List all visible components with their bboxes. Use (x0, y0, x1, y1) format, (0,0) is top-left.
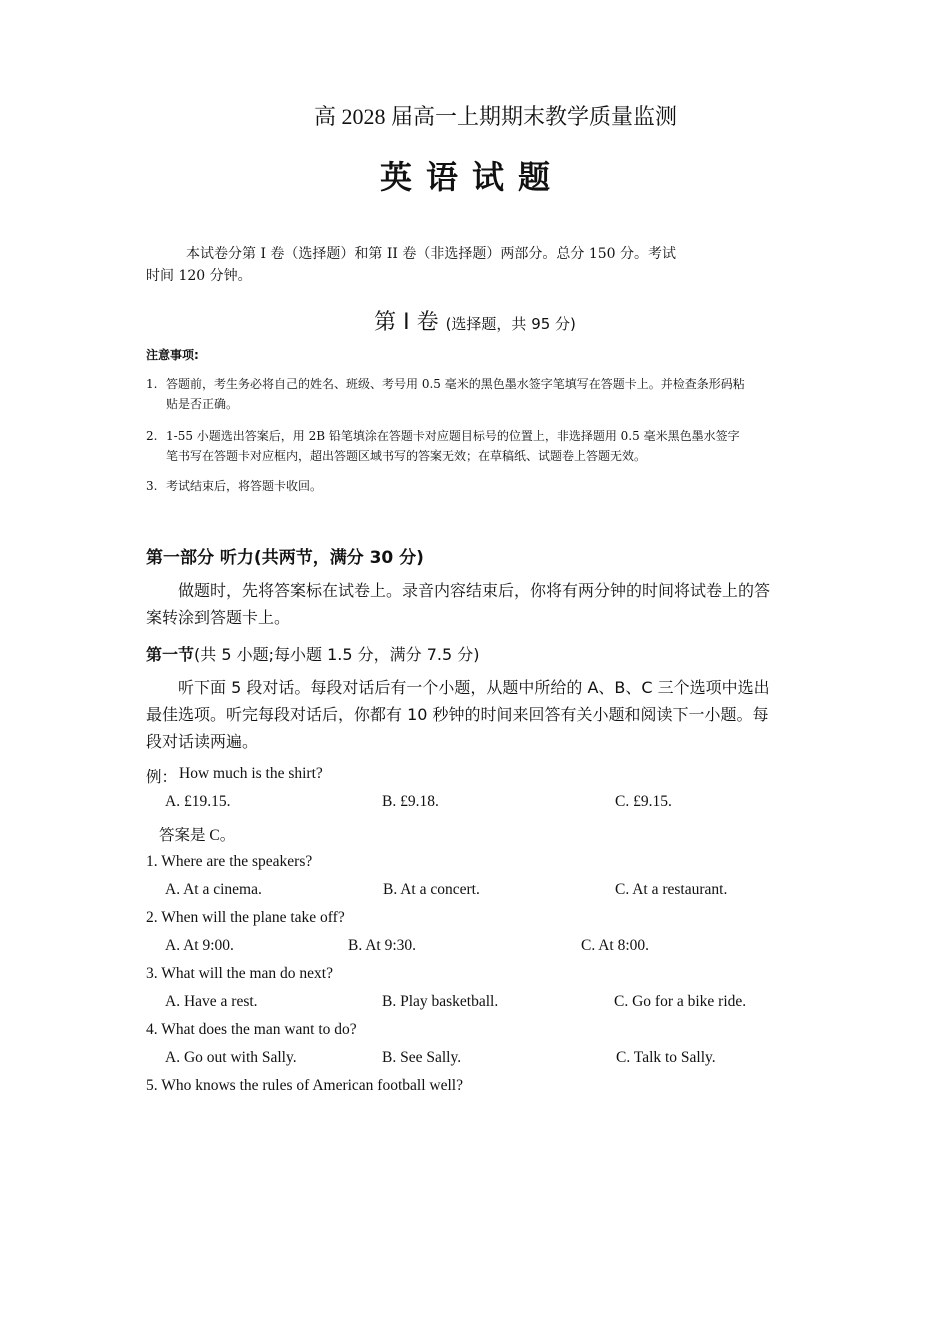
example-question: How much is the shirt? (179, 765, 323, 782)
question-3: 3. What will the man do next? (146, 965, 333, 982)
question-2: 2. When will the plane take off? (146, 909, 345, 926)
q4-option-c: C. Talk to Sally. (616, 1049, 716, 1066)
q1-option-c: C. At a restaurant. (615, 881, 728, 898)
q3-option-a: A. Have a rest. (165, 993, 258, 1010)
note-line: 答题前，考生务必将自己的姓名、班级、考号用 0.5 毫米的黑色墨水签字笔填写在答题卡上。并检查条形码粘 (166, 377, 745, 391)
note-line: 1-55 小题选出答案后，用 2B 铅笔填涂在答题卡对应题目标号的位置上，非选择题用 0.5 毫米黑色墨水签字 (166, 429, 740, 443)
q2-option-c: C. At 8:00. (581, 937, 650, 954)
example-option-b: B. £9.18. (382, 793, 439, 810)
note-number: 2. (146, 429, 158, 443)
intro-line-2: 时间 120 分钟。 (146, 268, 252, 284)
note-number: 3. (146, 479, 158, 493)
part1-heading: 第一部分 听力(共两节，满分 30 分) (146, 548, 424, 568)
volume-main: 第 Ⅰ 卷 (374, 310, 439, 335)
volume-sub: (选择题，共 95 分) (445, 315, 576, 333)
intro-line-1: 本试卷分第 I 卷（选择题）和第 II 卷（非选择题）两部分。总分 150 分。考试 (186, 246, 677, 262)
example-option-a: A. £19.15. (165, 793, 231, 810)
q4-option-a: A. Go out with Sally. (165, 1049, 297, 1066)
section1-line: 听下面 5 段对话。每段对话后有一个小题，从题中所给的 A、B、C 三个选项中选出 (178, 678, 770, 697)
notes-heading: 注意事项: (146, 348, 199, 362)
exam-subtitle: 高 2028 届高一上期期末教学质量监测 (314, 104, 678, 129)
q4-option-b: B. See Sally. (382, 1049, 462, 1066)
q2-option-b: B. At 9:30. (348, 937, 417, 954)
note-number: 1. (146, 377, 158, 391)
question-1: 1. Where are the speakers? (146, 853, 313, 870)
note-item (146, 476, 802, 496)
note-line: 贴是否正确。 (166, 397, 239, 411)
note-item (146, 374, 802, 414)
part1-instruction-line: 案转涂到答题卡上。 (146, 608, 291, 627)
section1-detail: (共 5 小题;每小题 1.5 分，满分 7.5 分) (194, 645, 480, 664)
section1-heading (146, 642, 479, 665)
note-line: 考试结束后，将答题卡收回。 (166, 479, 323, 493)
q3-option-c: C. Go for a bike ride. (614, 993, 747, 1010)
part1-instruction-line: 做题时，先将答案标在试卷上。录音内容结束后，你将有两分钟的时间将试卷上的答 (178, 581, 771, 600)
volume-heading (0, 305, 950, 336)
example-option-c: C. £9.15. (615, 793, 672, 810)
q2-option-a: A. At 9:00. (165, 937, 234, 954)
note-line: 笔书写在答题卡对应框内，超出答题区域书写的答案无效；在草稿纸、试题卷上答题无效。 (166, 449, 647, 463)
note-item (146, 426, 802, 466)
example-answer: 答案是 C。 (159, 827, 236, 844)
exam-title: 英语试题 (380, 159, 565, 195)
example-label: 例： (146, 769, 178, 786)
section1-line: 段对话读两遍。 (146, 732, 259, 751)
q1-option-b: B. At a concert. (383, 881, 480, 898)
section1-label: 第一节 (146, 645, 195, 664)
section1-line: 最佳选项。听完每段对话后，你都有 10 秒钟的时间来回答有关小题和阅读下一小题。每 (146, 705, 769, 724)
question-5: 5. Who knows the rules of American football well? (146, 1077, 463, 1094)
q3-option-b: B. Play basketball. (382, 993, 499, 1010)
question-4: 4. What does the man want to do? (146, 1021, 357, 1038)
q1-option-a: A. At a cinema. (165, 881, 262, 898)
